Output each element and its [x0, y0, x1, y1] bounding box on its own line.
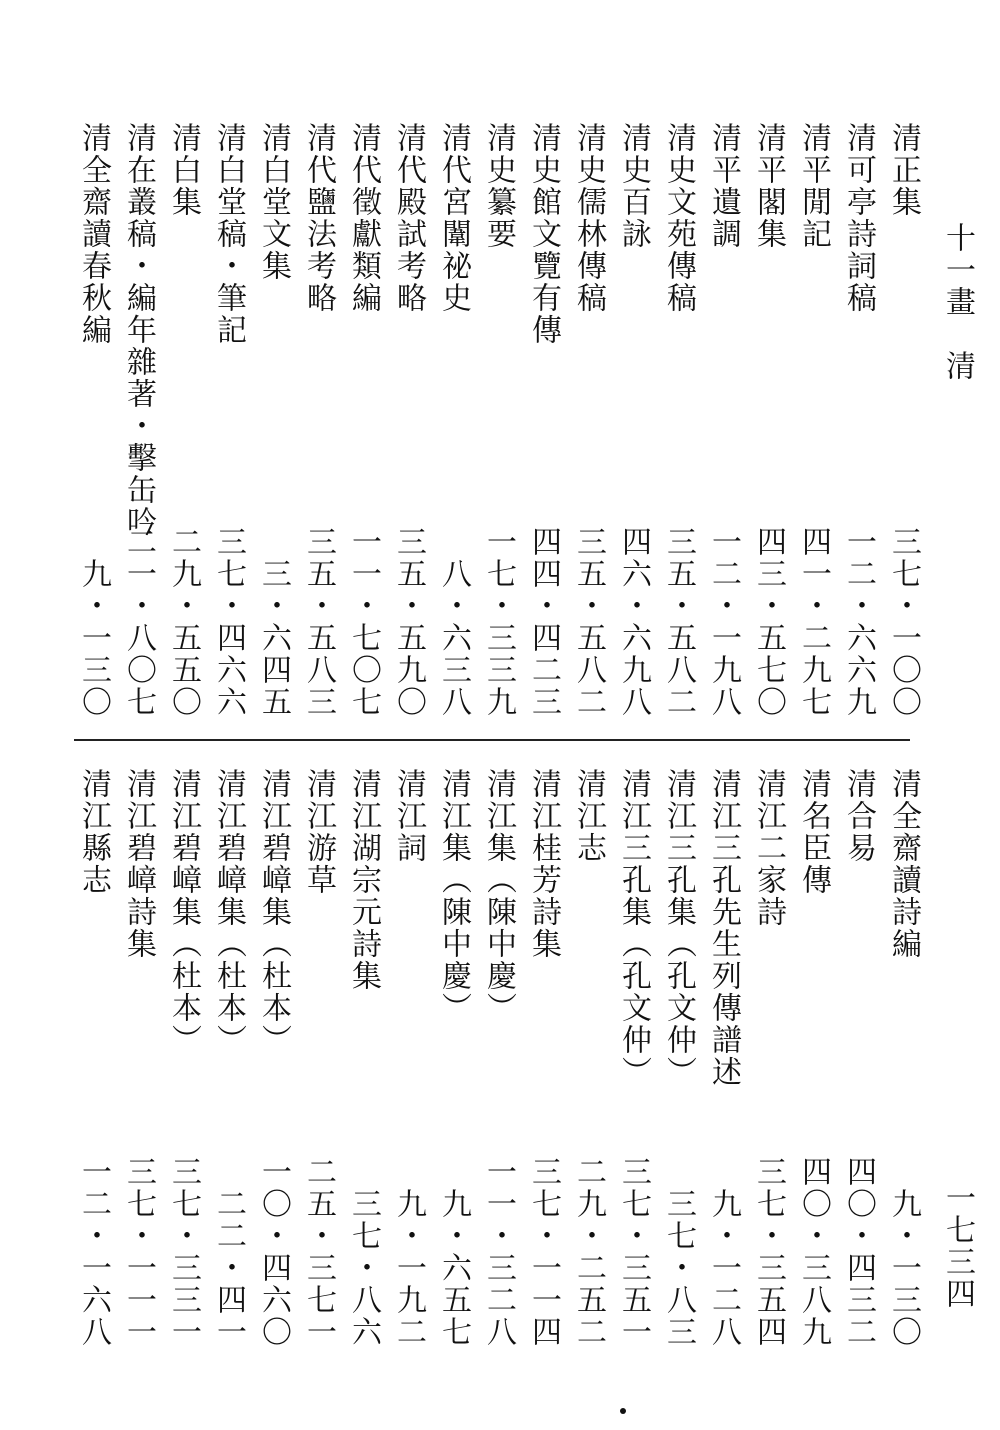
entry-title: 清江游草: [301, 768, 336, 896]
entry-reference: 四六・六九八: [616, 526, 651, 718]
entry-title: 清全齋讀詩編: [886, 768, 921, 960]
entry-reference: 三五・五九〇: [391, 526, 426, 718]
entry-reference: 三七・一一四: [526, 1156, 561, 1348]
entry-title: 清江三孔集（孔文仲）: [661, 768, 696, 1088]
entry-title: 清在叢稿・編年雜著・擊缶吟: [121, 122, 156, 538]
entry-title: 清白堂文集: [256, 122, 291, 282]
entry-title: 清代宮闈祕史: [436, 122, 471, 314]
entry-reference: 一一・三二八: [481, 1156, 516, 1348]
entry-title: 清代鹽法考略: [301, 122, 336, 314]
entry-title: 清江湖宗元詩集: [346, 768, 381, 992]
entry-title: 清江桂芳詩集: [526, 768, 561, 960]
entry-title: 清白堂稿・筆記: [211, 122, 246, 346]
entry-reference: 一二・一九八: [706, 526, 741, 718]
entry-title: 清可亭詩詞稿: [841, 122, 876, 314]
running-header: 十一畫 清: [940, 222, 975, 382]
entry-reference: 四〇・四三二: [841, 1156, 876, 1348]
entry-reference: 九・六五七: [436, 1188, 471, 1348]
entry-title: 清史館文覽有傳: [526, 122, 561, 346]
entry-reference: 三・六四五: [256, 558, 291, 718]
entry-title: 清江縣志: [76, 768, 111, 896]
entry-reference: 二五・三七一: [301, 1156, 336, 1348]
entry-reference: 一一・七〇七: [346, 526, 381, 718]
entry-title: 清江詞: [391, 768, 426, 864]
entry-title: 清江碧嶂集（杜本）: [211, 768, 246, 1056]
entry-title: 清代殿試考略: [391, 122, 426, 314]
entry-title: 清史纂要: [481, 122, 516, 250]
entry-title: 清江三孔集（孔文仲）: [616, 768, 651, 1088]
entry-title: 清合易: [841, 768, 876, 864]
entry-reference: 三七・一〇〇: [886, 526, 921, 718]
entry-title: 清史儒林傳稿: [571, 122, 606, 314]
entry-title: 清江三孔先生列傳譜述: [706, 768, 741, 1088]
page-mark: [620, 1408, 626, 1414]
entry-title: 清全齋讀春秋編: [76, 122, 111, 346]
entry-title: 清平遺調: [706, 122, 741, 250]
entry-reference: 三七・八三: [661, 1188, 696, 1348]
entry-reference: 一二・六六九: [841, 526, 876, 718]
entry-reference: 一七・三三九: [481, 526, 516, 718]
entry-reference: 九・一三〇: [76, 558, 111, 718]
entry-reference: 二九・五五〇: [166, 526, 201, 718]
entry-reference: 九・一九二: [391, 1188, 426, 1348]
entry-reference: 三七・三五一: [616, 1156, 651, 1348]
entry-reference: 三七・一一一: [121, 1156, 156, 1348]
entry-reference: 一〇・四六〇: [256, 1156, 291, 1348]
entry-title: 清名臣傳: [796, 768, 831, 896]
entry-title: 清史文苑傳稿: [661, 122, 696, 314]
entry-title: 清代徵獻類編: [346, 122, 381, 314]
entry-title: 清江碧嶂詩集: [121, 768, 156, 960]
entry-reference: 三五・五八三: [301, 526, 336, 718]
entry-reference: 三五・五八二: [661, 526, 696, 718]
entry-title: 清正集: [886, 122, 921, 218]
entry-reference: 三七・八六: [346, 1188, 381, 1348]
section-divider: [74, 739, 910, 741]
entry-title: 清江二家詩: [751, 768, 786, 928]
entry-title: 清平閒記: [796, 122, 831, 250]
entry-title: 清江集（陳中慶）: [436, 768, 471, 1024]
entry-reference: 四〇・三八九: [796, 1156, 831, 1348]
entry-title: 清史百詠: [616, 122, 651, 250]
entry-title: 清江碧嶂集（杜本）: [166, 768, 201, 1056]
entry-reference: 二二・四一: [211, 1188, 246, 1348]
entry-reference: 三七・三三一: [166, 1156, 201, 1348]
entry-reference: 一二・一六八: [76, 1156, 111, 1348]
entry-reference: 三五・五八二: [571, 526, 606, 718]
entry-reference: 二九・二五二: [571, 1156, 606, 1348]
entry-title: 清江碧嶂集（杜本）: [256, 768, 291, 1056]
entry-reference: 九・一三〇: [886, 1188, 921, 1348]
entry-reference: 三七・四六六: [211, 526, 246, 718]
entry-reference: 八・六三八: [436, 558, 471, 718]
entry-reference: 四一・二九七: [796, 526, 831, 718]
entry-title: 清平閣集: [751, 122, 786, 250]
entry-title: 清江集（陳中慶）: [481, 768, 516, 1024]
entry-reference: 四三・五七〇: [751, 526, 786, 718]
entry-reference: 三七・三五四: [751, 1156, 786, 1348]
entry-reference: 二一・八〇七: [121, 526, 156, 718]
entry-title: 清江志: [571, 768, 606, 864]
entry-title: 清白集: [166, 122, 201, 218]
entry-reference: 四四・四二三: [526, 526, 561, 718]
entry-reference: 九・一二八: [706, 1188, 741, 1348]
page-number: 一七三四: [940, 1182, 975, 1310]
